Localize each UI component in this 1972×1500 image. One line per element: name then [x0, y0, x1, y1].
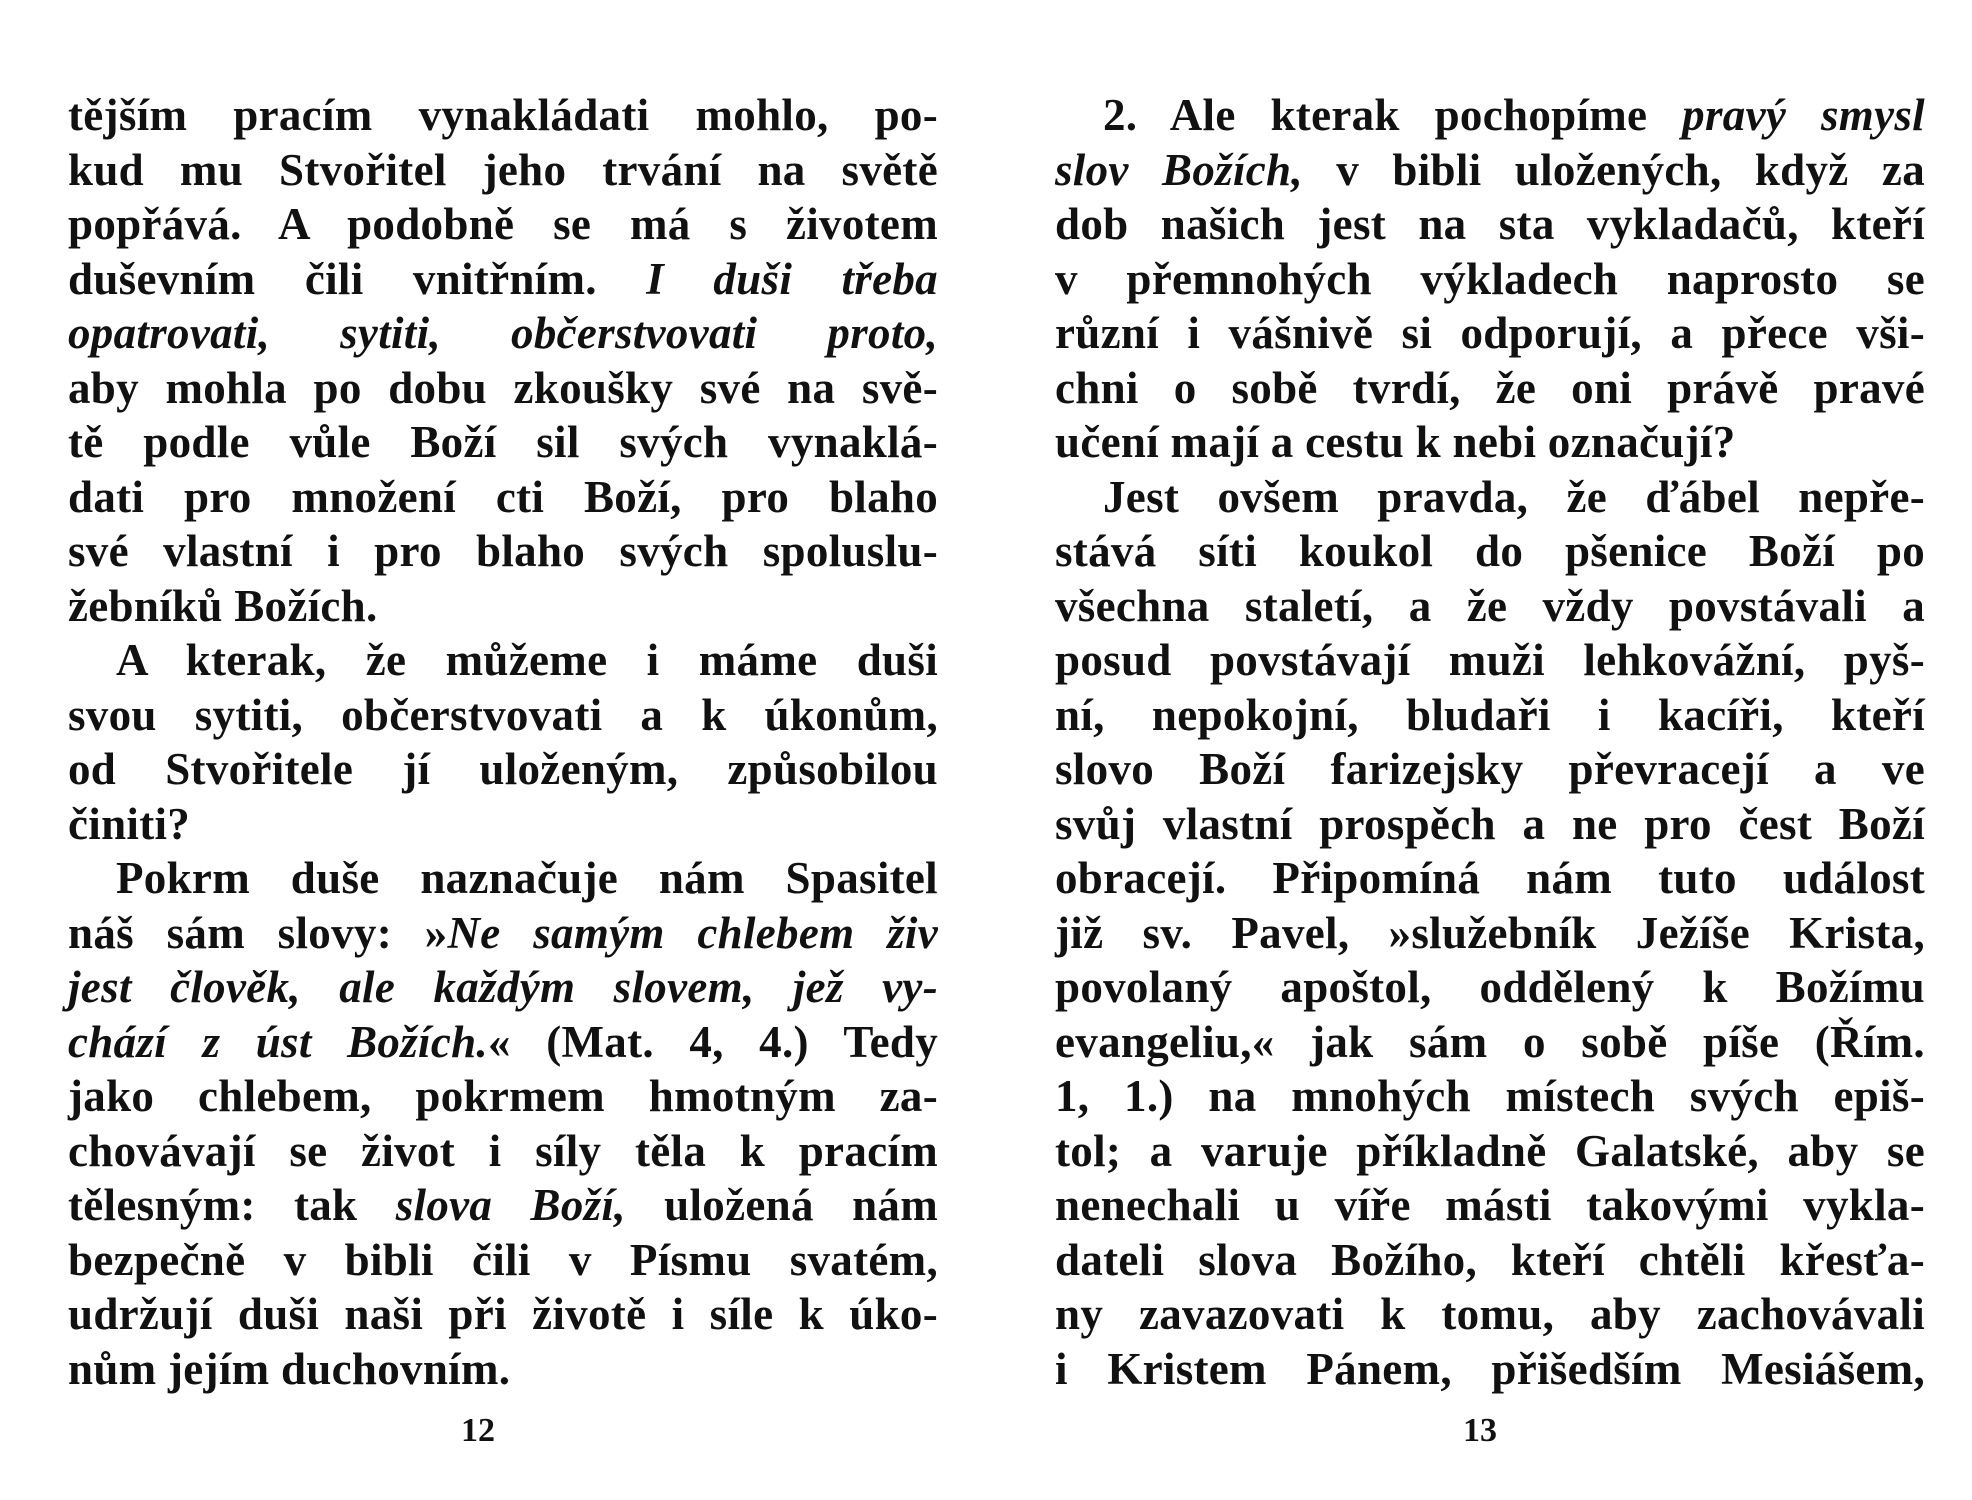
italic-text-run: opatrovati, sytiti, občerstvovati proto,	[68, 308, 938, 358]
text-line	[1055, 851, 1925, 906]
text-line	[68, 143, 938, 198]
text-line	[68, 1342, 938, 1397]
text-run: tě podle vůle Boží sil svých vynaklá-	[68, 417, 938, 467]
text-run: žebníků Božích.	[68, 580, 378, 631]
text-line	[68, 197, 938, 252]
text-line	[1055, 470, 1925, 525]
text-line	[1055, 252, 1925, 307]
text-line	[68, 415, 938, 470]
text-run: obracejí. Připomíná nám tuto událost	[1055, 853, 1925, 903]
text-run: od Stvořitele jí uloženým, způsobilou	[68, 744, 938, 794]
text-run: dati pro množení cti Boží, pro blaho	[68, 471, 938, 522]
text-run: uložená nám	[625, 1180, 938, 1230]
text-line	[68, 633, 938, 688]
left-page	[68, 88, 938, 1396]
text-run: nenechali u víře másti takovými vykla-	[1055, 1180, 1925, 1230]
text-run: posud povstávají muži lehkovážní, pyš-	[1055, 635, 1925, 685]
text-line	[1055, 143, 1925, 198]
text-line	[1055, 1015, 1925, 1070]
text-run: evangeliu,« jak sám o sobě píše (Řím.	[1055, 1016, 1925, 1067]
text-line	[68, 960, 938, 1015]
text-line	[68, 688, 938, 743]
text-line	[68, 1178, 938, 1233]
text-run: duševním čili vnitřním.	[68, 253, 647, 304]
page-number-left: 12	[461, 1412, 495, 1449]
text-run: dob našich jest na sta vykladačů, kteří	[1055, 199, 1925, 249]
page-number-right: 13	[1463, 1412, 1497, 1449]
text-run: různí i vášnivě si odporují, a přece vši-	[1055, 308, 1925, 358]
text-line	[68, 579, 938, 634]
text-line	[68, 524, 938, 579]
text-line	[1055, 306, 1925, 361]
text-run: tol; a varuje příkladně Galatské, aby se	[1055, 1125, 1925, 1176]
text-line	[1055, 906, 1925, 961]
text-line	[68, 306, 938, 361]
text-run: Pokrm duše naznačuje nám Spasitel	[116, 853, 938, 903]
text-line	[1055, 1069, 1925, 1124]
text-run: náš sám slovy: »	[68, 907, 448, 958]
text-line	[1055, 579, 1925, 634]
text-line	[68, 906, 938, 961]
text-line	[1055, 197, 1925, 252]
text-run: činiti?	[68, 798, 191, 849]
text-line	[68, 742, 938, 797]
text-run: udržují duši naši při životě i síle k úko-	[68, 1289, 938, 1339]
text-run: i Kristem Pánem, přišedším Mesiášem,	[1055, 1343, 1925, 1394]
text-run: v bibli uložených, když za	[1302, 144, 1925, 195]
right-page-text	[1055, 88, 1925, 1396]
text-run: tělesným: tak	[68, 1180, 396, 1230]
text-line	[1055, 524, 1925, 579]
italic-text-run: Ne samým chlebem živ	[447, 907, 938, 958]
text-run: ny zavazovati k tomu, aby zachovávali	[1055, 1289, 1925, 1339]
text-run: A kterak, že můžeme i máme duši	[116, 635, 938, 685]
text-line	[68, 88, 938, 143]
text-line	[68, 1287, 938, 1342]
text-line	[1055, 88, 1925, 143]
text-run: učení mají a cestu k nebi označují?	[1055, 417, 1736, 467]
text-line	[1055, 1124, 1925, 1179]
italic-text-run: jest člověk, ale každým slovem, jež vy-	[68, 962, 938, 1012]
italic-text-run: slov Božích,	[1055, 144, 1303, 195]
text-line	[68, 252, 938, 307]
text-line	[68, 1124, 938, 1179]
text-line	[1055, 633, 1925, 688]
right-page	[1055, 88, 1925, 1396]
text-run: svou sytiti, občerstvovati a k úkonům,	[68, 689, 938, 740]
text-run: tějším pracím vynakládati mohlo, po-	[68, 90, 938, 140]
text-line	[68, 361, 938, 416]
text-line	[1055, 1342, 1925, 1397]
text-run: Jest ovšem pravda, že ďábel nepře-	[1103, 471, 1925, 522]
text-line	[1055, 1287, 1925, 1342]
text-run: jako chlebem, pokrmem hmotným za-	[68, 1071, 938, 1121]
text-run: slovo Boží farizejsky převracejí a ve	[1055, 744, 1925, 794]
text-line	[68, 470, 938, 525]
italic-text-run: I duši třeba	[646, 253, 938, 304]
text-line	[68, 1069, 938, 1124]
text-line	[68, 851, 938, 906]
text-run: popřává. A podobně se má s životem	[68, 199, 938, 249]
text-line	[68, 797, 938, 852]
text-run: aby mohla po dobu zkoušky své na svě-	[68, 362, 938, 413]
text-run: « (Mat. 4, 4.) Tedy	[487, 1016, 938, 1067]
italic-text-run: pravý smysl	[1682, 90, 1925, 140]
text-line	[1055, 742, 1925, 797]
text-line	[1055, 688, 1925, 743]
text-run: již sv. Pavel, »služebník Ježíše Krista,	[1055, 907, 1925, 958]
text-run: 1, 1.) na mnohých místech svých epiš-	[1055, 1071, 1925, 1121]
text-run: v přemnohých výkladech naprosto se	[1055, 253, 1925, 304]
text-line	[1055, 1233, 1925, 1288]
text-run: svůj vlastní prospěch a ne pro čest Boží	[1055, 798, 1925, 849]
italic-text-run: slova Boží,	[395, 1180, 626, 1230]
italic-text-run: chází z úst Božích.	[68, 1016, 488, 1067]
text-run: všechna staletí, a že vždy povstávali a	[1055, 580, 1925, 631]
text-line	[1055, 361, 1925, 416]
text-run: nům jejím duchovním.	[68, 1343, 511, 1394]
text-run: kud mu Stvořitel jeho trvání na světě	[68, 144, 938, 195]
text-line	[1055, 415, 1925, 470]
text-run: chni o sobě tvrdí, že oni právě pravé	[1055, 362, 1925, 413]
text-run: stává síti koukol do pšenice Boží po	[1055, 526, 1925, 576]
text-run: chovávají se život i síly těla k pracím	[68, 1125, 938, 1176]
text-run: dateli slova Božího, kteří chtěli křesťa-	[1055, 1234, 1925, 1285]
left-page-text	[68, 88, 938, 1396]
text-line	[1055, 797, 1925, 852]
text-line	[68, 1015, 938, 1070]
text-line	[1055, 1178, 1925, 1233]
text-run: své vlastní i pro blaho svých spoluslu-	[68, 526, 938, 576]
text-run: povolaný apoštol, oddělený k Božímu	[1055, 962, 1925, 1012]
text-run: ní, nepokojní, bludaři i kacíři, kteří	[1055, 689, 1925, 740]
text-run: 2. Ale kterak pochopíme	[1103, 90, 1683, 140]
text-run: bezpečně v bibli čili v Písmu svatém,	[68, 1234, 938, 1285]
text-line	[1055, 960, 1925, 1015]
text-line	[68, 1233, 938, 1288]
